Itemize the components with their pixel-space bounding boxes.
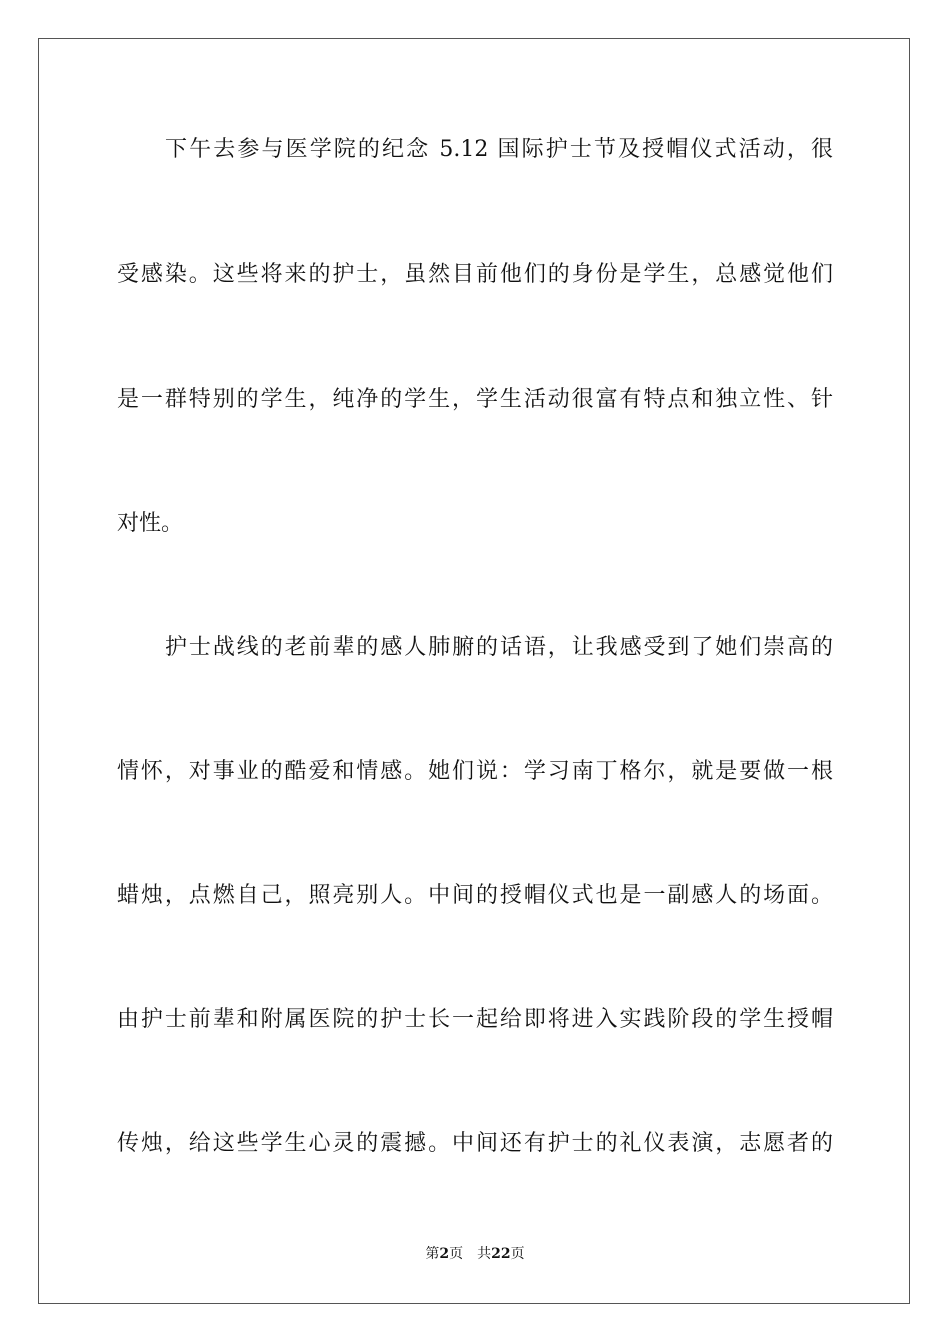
page-number: 2 bbox=[439, 1246, 450, 1262]
page-suffix: 页 bbox=[449, 1246, 464, 1262]
total-number: 22 bbox=[491, 1246, 511, 1262]
page-label bbox=[425, 1244, 463, 1264]
total-label bbox=[477, 1244, 524, 1264]
paragraph-2-line-4: 由护士前辈和附属医院的护士长一起给即将进入实践阶段的学生授帽 bbox=[117, 1007, 833, 1032]
paragraph-1-line-4: 对性。 bbox=[117, 511, 184, 536]
paragraph-2-line-2: 情怀，对事业的酷爱和情感。她们说：学习南丁格尔，就是要做一根 bbox=[117, 759, 833, 784]
page-border bbox=[38, 38, 910, 1304]
page-prefix: 第 bbox=[425, 1246, 440, 1262]
paragraph-2-line-3: 蜡烛，点燃自己，照亮别人。中间的授帽仪式也是一副感人的场面。 bbox=[117, 883, 833, 908]
paragraph-1-line-2: 受感染。这些将来的护士，虽然目前他们的身份是学生，总感觉他们 bbox=[117, 262, 833, 287]
paragraph-2-line-1: 护士战线的老前辈的感人肺腑的话语，让我感受到了她们崇高的 bbox=[165, 635, 833, 660]
paragraph-2-line-5: 传烛，给这些学生心灵的震撼。中间还有护士的礼仪表演，志愿者的 bbox=[117, 1131, 833, 1156]
paragraph-1-line-1: 下午去参与医学院的纪念 5.12 国际护士节及授帽仪式活动，很 bbox=[165, 137, 833, 162]
paragraph-1-line-3: 是一群特别的学生，纯净的学生，学生活动很富有特点和独立性、针 bbox=[117, 387, 833, 412]
total-prefix: 共 bbox=[477, 1246, 492, 1262]
total-suffix: 页 bbox=[510, 1246, 525, 1262]
page-footer bbox=[0, 1244, 950, 1264]
